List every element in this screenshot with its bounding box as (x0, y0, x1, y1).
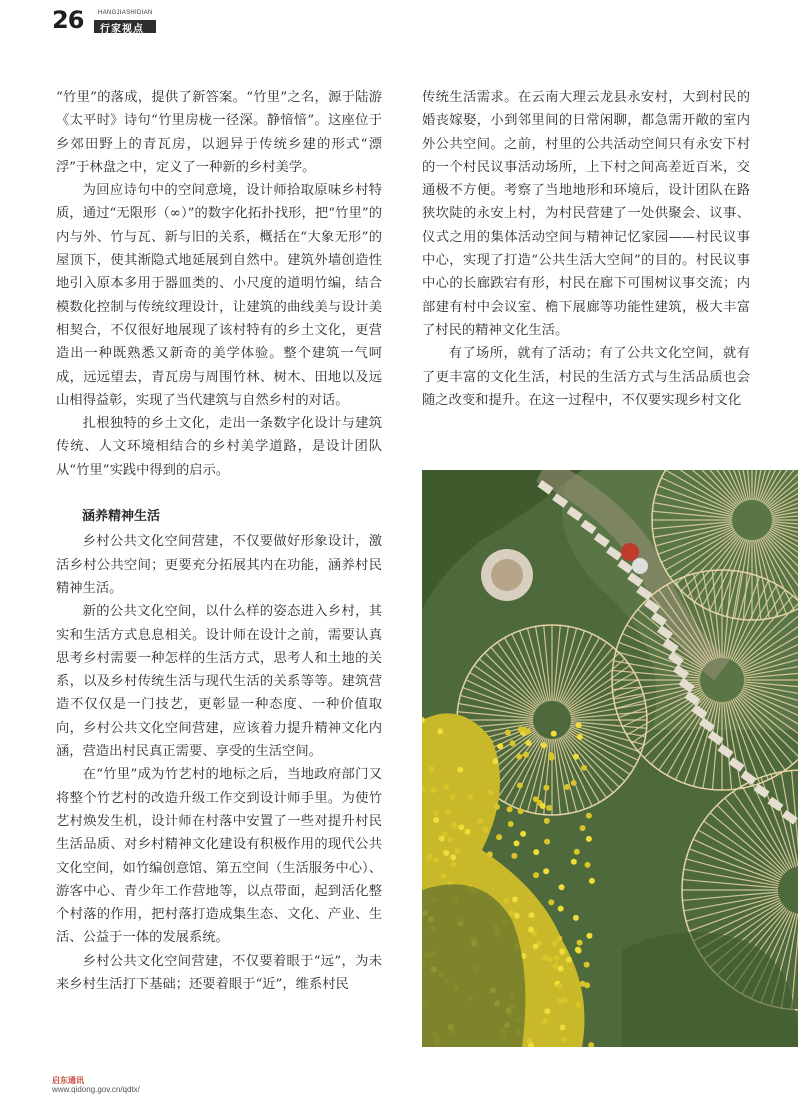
paragraph: 在“竹里”成为竹艺村的地标之后，当地政府部门又将整个竹艺村的改造升级工作交到设计师手里。为使竹艺村焕发生机，设计师在村落中安置了一些对提升村民生活品质、对乡村精神文化建设有积极作用的现代公共文化空间，如竹编创意馆、第五空间（生活服务中心）、游客中心、青少年工作营地等，以点带面，起到活化整个村落的作用，把村落打造成集生态、文化、产业、生活、公益于一体的发展系统。 (56, 767, 382, 946)
page-header (0, 0, 798, 40)
left-column (56, 86, 382, 996)
footer-url: www.qidong.gov.cn/qdtx/ (52, 1085, 140, 1094)
section-title: 行家视点 (100, 24, 144, 35)
page-number: 26 (52, 6, 84, 34)
paragraph: 为回应诗句中的空间意境，设计师拾取原味乡村特质，通过“无限形（∞）”的数字化拓扑找形，把“竹里”的内与外、竹与瓦、新与旧的关系，概括在“大象无形”的屋顶下，使其渐隐式地延展到自然中。建筑外墙创造性地引入原本多用于器皿类的、小尺度的道明竹编，结合模数化控制与传统纹理设计，让建筑的曲线美与设计美相契合，不仅很好地展现了该村特有的乡土文化，更营造出一种既熟悉又新奇的美学体验。整个建筑一气呵成，远远望去，青瓦房与周围竹林、树木、田地以及远山相得益彰，实现了当代建筑与自然乡村的对话。 (56, 183, 382, 408)
paragraph: “竹里”的落成，提供了新答案。“竹里”之名，源于陆游《太平时》诗句“竹里房栊一径深。静愔愔”。这座位于乡郊田野上的青瓦房，以迥异于传统乡建的形式“漂浮”于林盘之中，定义了一种新的乡村美学。 (56, 90, 382, 175)
paragraph: 有了场所，就有了活动；有了公共文化空间，就有了更丰富的文化生活，村民的生活方式与生活品质也会随之改变和提升。在这一过程中，不仅要实现乡村文化 (422, 346, 750, 408)
aerial-photo-illustration (422, 470, 798, 1047)
paragraph: 传统生活需求。在云南大理云龙县永安村，大到村民的婚丧嫁娶，小到邻里间的日常闲聊，都急需开敞的室内外公共空间。之前，村里的公共活动空间只有永安下村的一个村民议事活动场所，上下村之间高差近百米，交通极不方便。考察了当地地形和环境后，设计团队在路狭坎陡的永安上村，为村民营建了一处供聚会、议事、仪式之用的集体活动空间与精神记忆家园——村民议事中心，实现了打造“公共生活大空间”的目的。村民议事中心的长廊跌宕有形，村民在廊下可围树议事交流；内部建有村中会议室、檐下展廊等功能性建筑，极大丰富了村民的精神文化生活。 (422, 90, 750, 338)
right-column (422, 86, 750, 412)
paragraph: 乡村公共文化空间营建，不仅要着眼于“远”，为未来乡村生活打下基础；还要着眼于“近”，维系村民 (56, 953, 382, 992)
paragraph: 新的公共文化空间，以什么样的姿态进入乡村，其实和生活方式息息相关。设计师在设计之前，需要认真思考乡村需要一种怎样的生活方式，思考人和土地的关系，以及乡村传统生活与现代生活的关系等等。建筑营造不仅仅是一门技艺，更彰显一种态度、一种价值取向，乡村公共文化空间营建，应该着力提升精神文化内涵，营造出村民真正需要、享受的生活空间。 (56, 604, 382, 760)
aerial-photo (422, 470, 798, 1047)
paragraph: 扎根独特的乡土文化，走出一条数字化设计与建筑传统、人文环境相结合的乡村美学道路，是设计团队从“竹里”实践中得到的启示。 (56, 416, 382, 478)
footer-brand: 启东通讯 (52, 1076, 84, 1085)
paragraph: 乡村公共文化空间营建，不仅要做好形象设计，激活乡村公共空间；更要充分拓展其内在功能，涵养村民精神生活。 (56, 534, 382, 596)
section-pinyin: HANGJIASHIDIAN (98, 10, 153, 16)
subheading: 涵养精神生活 (82, 509, 161, 525)
